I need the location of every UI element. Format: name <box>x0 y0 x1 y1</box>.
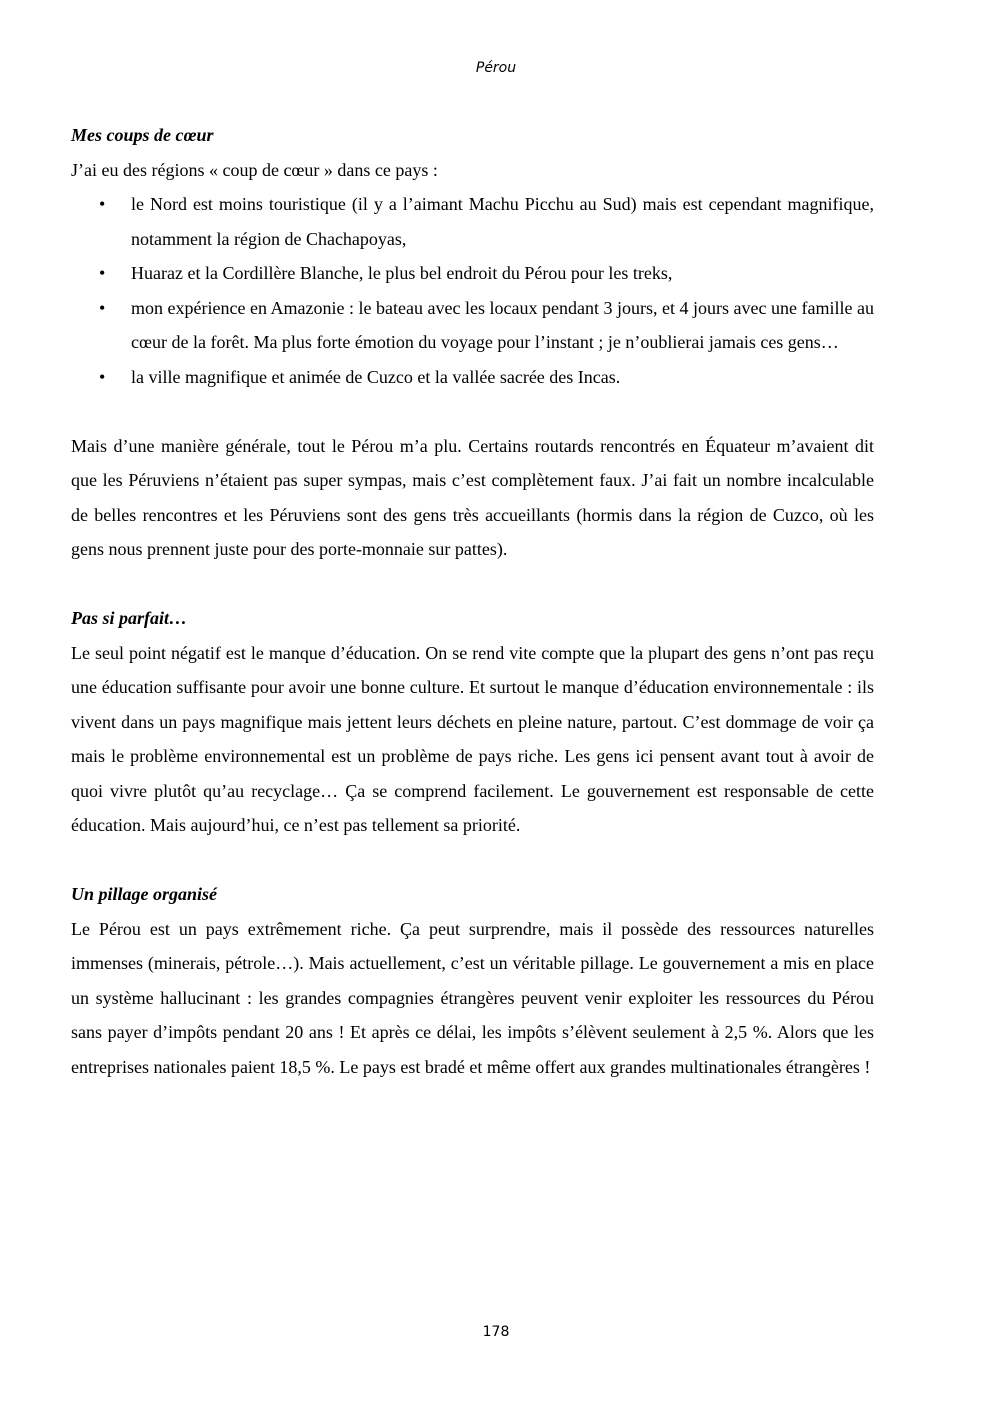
list-item <box>71 256 874 291</box>
spacer <box>71 567 874 602</box>
list-item-text: la ville magnifique et animée de Cuzco et la vallée sacrée des Incas. <box>131 366 621 387</box>
paragraph-pillage: Le Pérou est un pays extrêmement riche. Ça peut surprendre, mais il possède des ressources naturelles immenses (minerais, pétrole…). Mais actuellement, c’est un véritable pillage. Le gouvernement a mis en place un système hallucinant : les grandes compagnies étrangères peuvent venir exploiter les ressources du Pérou sans payer d’impôts pendant 20 ans ! Et après ce délai, les impôts s’élèvent seulement à 2,5 %. Alors que les entreprises nationales paient 18,5 %. Le pays est bradé et même offert aux grandes multinationales étrangères ! <box>71 918 874 1077</box>
bullet-icon: • <box>99 263 106 283</box>
spacer <box>71 394 874 429</box>
bullet-icon: • <box>99 366 106 387</box>
page-content <box>71 118 874 1084</box>
spacer <box>71 843 874 878</box>
section-title-pas-si-parfait: Pas si parfait… <box>71 608 188 628</box>
section-title-pillage: Un pillage organisé <box>71 884 218 904</box>
intro-text: J’ai eu des régions « coup de cœur » dans ce pays : <box>71 159 438 180</box>
list-item <box>71 187 874 256</box>
list-item-text: le Nord est moins touristique (il y a l’aimant Machu Picchu au Sud) mais est cependant magnifique, notamment la région de Chachapoyas, <box>131 194 874 249</box>
list-item-text: Huaraz et la Cordillère Blanche, le plus bel endroit du Pérou pour les treks, <box>131 263 673 283</box>
page-number: 178 <box>482 1324 510 1340</box>
paragraph-education: Le seul point négatif est le manque d’éducation. On se rend vite compte que la plupart des gens n’ont pas reçu une éducation suffisante pour avoir une bonne culture. Et surtout le manque d’éducation environnementale : ils vivent dans un pays magnifique mais jettent leurs déchets en pleine nature, partout. C’est dommage de voir ça mais le problème environnemental est un problème de pays riche. Les gens ici pensent avant tout à avoir de quoi vivre plutôt qu’au recyclage… Ça se comprend facilement. Le gouvernement est responsable de cette éducation. Mais aujourd’hui, ce n’est pas tellement sa priorité. <box>71 642 874 835</box>
regions-list <box>71 187 874 394</box>
list-item <box>71 291 874 360</box>
bullet-icon: • <box>99 194 106 214</box>
section-title-coups-de-coeur: Mes coups de cœur <box>71 125 214 145</box>
page-header-title: Pérou <box>475 60 517 76</box>
list-item <box>71 360 874 395</box>
bullet-icon: • <box>99 297 106 318</box>
list-item-text: mon expérience en Amazonie : le bateau avec les locaux pendant 3 jours, et 4 jours avec une famille au cœur de la forêt. Ma plus forte émotion du voyage pour l’instant ; je n’oublierai jamais ces gens… <box>131 297 874 352</box>
paragraph-general: Mais d’une manière générale, tout le Pérou m’a plu. Certains routards rencontrés en Équateur m’avaient dit que les Péruviens n’étaient pas super sympas, mais c’est complètement faux. J’ai fait un nombre incalculable de belles rencontres et les Péruviens sont des gens très accueillants (hormis dans la région de Cuzco, où les gens nous prennent juste pour des porte-monnaie sur pattes). <box>71 435 874 559</box>
